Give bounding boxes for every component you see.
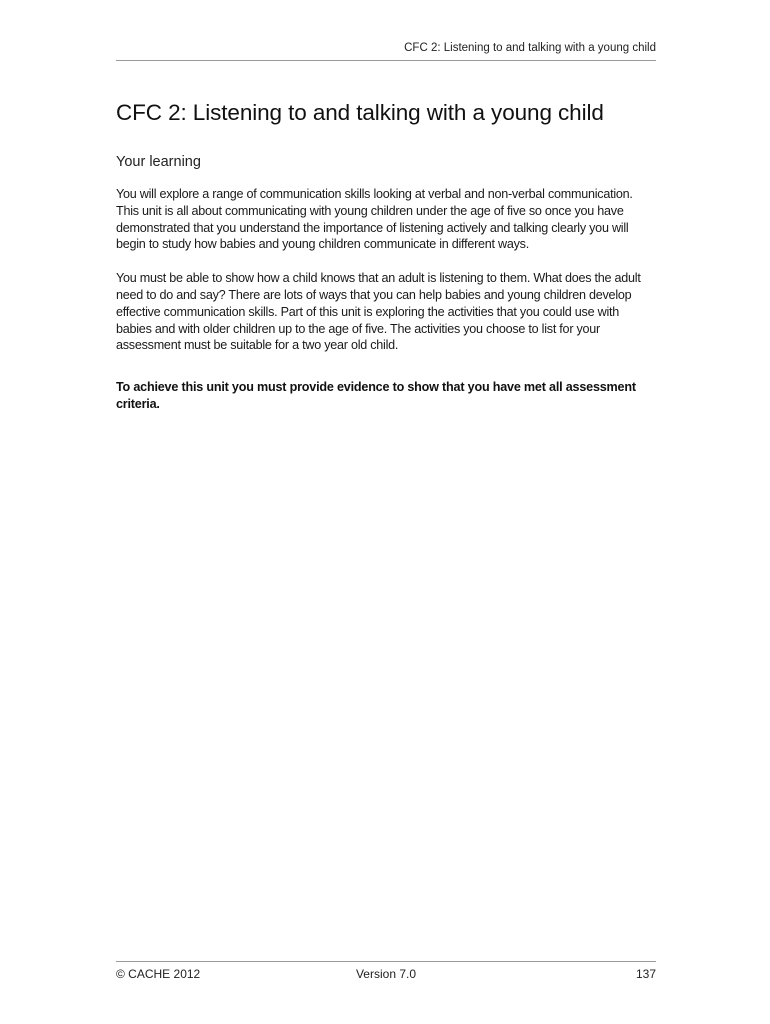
listening-paragraph: You must be able to show how a child knows that an adult is listening to them. What does the adult need to do and say? There are lots of ways that you can help babies and young children develop effective communication skills. Part of this unit is exploring the activities that you could use with babies and with older children up to the age of five. The activities you choose to list for your assessment must be suitable for a two year old child.: [116, 271, 641, 353]
intro-paragraph: You will explore a range of communication skills looking at verbal and non-verbal communication. This unit is all about communicating with young children under the age of five so once you have demonstrated that you understand the importance of listening actively and talking clearly you will begin to study how babies and young children communicate in different ways.: [116, 187, 633, 252]
page-content: [116, 100, 656, 413]
section-heading: Your learning: [116, 154, 201, 170]
copyright-text: © CACHE 2012: [116, 967, 201, 981]
running-header: CFC 2: Listening to and talking with a young child: [404, 42, 656, 54]
header-divider: [116, 60, 656, 61]
version-text: Version 7.0: [355, 967, 417, 981]
page-number: 137: [635, 967, 656, 981]
assessment-note: To achieve this unit you must provide evidence to show that you have met all assessment criteria.: [116, 380, 636, 411]
page-footer: [116, 967, 656, 985]
footer-divider: [116, 961, 656, 962]
page-title: CFC 2: Listening to and talking with a young child: [116, 100, 604, 125]
